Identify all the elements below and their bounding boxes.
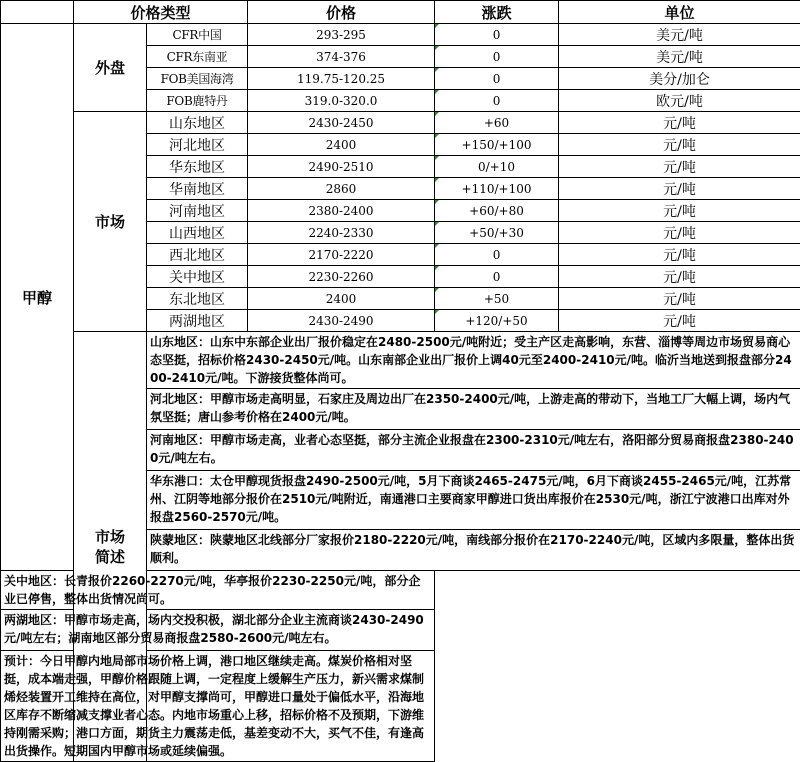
group-market: 市场 — [74, 112, 147, 332]
header-price: 价格 — [248, 1, 435, 24]
row-unit: 元/吨 — [559, 178, 800, 200]
row-unit: 元/吨 — [559, 156, 800, 178]
row-unit: 元/吨 — [559, 134, 800, 156]
row-name: 河南地区 — [147, 200, 248, 222]
row-unit: 美元/吨 — [559, 46, 800, 68]
note-lianghu: 两湖地区：甲醇市场走高，场内交投积极，湖北部分企业主流商谈2430-2490元/吨左右；湖南地区部分贸易商报盘2580-2600元/吨左右。 — [1, 610, 435, 651]
row-change: 0 — [435, 24, 559, 46]
note-henan: 河南地区：甲醇市场走高，业者心态坚挺，部分主流企业报盘在2300-2310元/吨左右，洛阳部分贸易商报盘2380-2400元/吨左右。 — [147, 430, 800, 471]
note-east-china-port: 华东港口：太仓甲醇现货报盘2490-2500元/吨，5月下商谈2465-2475元/吨，6月下商谈2455-2465元/吨，江苏常州、江阴等地部分报价在2510元/吨附近，南通港口主要商家甲醇进口货出库报价在2530元/吨，浙江宁波港口出库对外报盘2560-2570元/吨。 — [147, 471, 800, 530]
note-guanzhong: 关中地区：长青报价2260-2270元/吨，华亭报价2230-2250元/吨，部分企业已停售，整体出货情况尚可。 — [1, 571, 435, 610]
row-name: 河北地区 — [147, 134, 248, 156]
row-name: 华东地区 — [147, 156, 248, 178]
row-name: 东北地区 — [147, 288, 248, 310]
note-row — [1, 571, 800, 610]
row-change: +110/+100 — [435, 178, 559, 200]
row-unit: 元/吨 — [559, 244, 800, 266]
row-name: 西北地区 — [147, 244, 248, 266]
note-row — [1, 651, 800, 762]
row-name: 山西地区 — [147, 222, 248, 244]
row-price: 2430-2490 — [248, 310, 435, 332]
header-corner — [1, 1, 74, 24]
row-price: 374-376 — [248, 46, 435, 68]
row-unit: 元/吨 — [559, 266, 800, 288]
header-type: 价格类型 — [74, 1, 248, 24]
row-price: 2430-2450 — [248, 112, 435, 134]
row-unit: 元/吨 — [559, 222, 800, 244]
row-name: 两湖地区 — [147, 310, 248, 332]
group-summary-line1: 市场 — [74, 527, 146, 547]
row-change: 0/+10 — [435, 156, 559, 178]
row-price: 2400 — [248, 288, 435, 310]
row-change: +60/+80 — [435, 200, 559, 222]
note-forecast: 预计：今日甲醇内地局部市场价格上调，港口地区继续走高。煤炭价格相对坚挺，成本端走强，甲醇价格跟随上调，一定程度上缓解生产压力，新兴需求煤制烯烃装置开工维持在高位，对甲醇支撑尚可，甲醇进口量处于偏低水平，沿海地区库存不断缩减支撑业者心态。内地市场重心上移，招标价格不及预期，下游维持刚需采购；港口方面，期货主力震荡走低，基差变动不大，买气不佳，有逢高出货操作。短期国内甲醇市场或延续偏强。 — [1, 651, 435, 762]
row-price: 2240-2330 — [248, 222, 435, 244]
note-shandong: 山东地区：山东中东部企业出厂报价稳定在2480-2500元/吨附近；受主产区走高影响，东营、淄博等周边市场贸易商心态坚挺，招标价格2430-2450元/吨。山东南部企业出厂报价上调40元至2400-2410元/吨。临沂当地送到报盘部分2400-2410元/吨。下游接货整体尚可。 — [147, 332, 800, 389]
row-change: 0 — [435, 46, 559, 68]
row-change: 0 — [435, 68, 559, 90]
row-name: FOB鹿特丹 — [147, 90, 248, 112]
table-row — [1, 24, 800, 46]
row-price: 2230-2260 — [248, 266, 435, 288]
row-change: 0 — [435, 244, 559, 266]
row-unit: 美分/加仑 — [559, 68, 800, 90]
note-row — [1, 610, 800, 651]
row-name: 山东地区 — [147, 112, 248, 134]
header-change: 涨跌 — [435, 1, 559, 24]
category-cell: 甲醇 — [1, 24, 74, 571]
row-change: 0 — [435, 266, 559, 288]
note-row — [1, 332, 800, 389]
row-change: +120/+50 — [435, 310, 559, 332]
row-name: CFR东南亚 — [147, 46, 248, 68]
row-unit: 元/吨 — [559, 200, 800, 222]
header-row — [1, 1, 800, 24]
row-change: +50 — [435, 288, 559, 310]
row-price: 2490-2510 — [248, 156, 435, 178]
row-price: 119.75-120.25 — [248, 68, 435, 90]
group-outer: 外盘 — [74, 24, 147, 112]
row-name: 关中地区 — [147, 266, 248, 288]
row-unit: 元/吨 — [559, 310, 800, 332]
row-unit: 欧元/吨 — [559, 90, 800, 112]
row-change: +60 — [435, 112, 559, 134]
row-change: 0 — [435, 90, 559, 112]
note-shaanxi-inner-mongolia: 陕蒙地区：陕蒙地区北线部分厂家报价2180-2220元/吨，南线部分报价在2170-2240元/吨，区域内多限量，整体出货顺利。 — [147, 530, 800, 571]
row-unit: 元/吨 — [559, 288, 800, 310]
row-price: 2400 — [248, 134, 435, 156]
row-change: +150/+100 — [435, 134, 559, 156]
row-price: 293-295 — [248, 24, 435, 46]
header-unit: 单位 — [559, 1, 800, 24]
row-name: FOB美国海湾 — [147, 68, 248, 90]
group-summary-line2: 简述 — [74, 547, 146, 567]
row-price: 319.0-320.0 — [248, 90, 435, 112]
row-unit: 元/吨 — [559, 112, 800, 134]
note-hebei: 河北地区：甲醇市场走高明显，石家庄及周边出厂在2350-2400元/吨，上游走高的带动下，当地工厂大幅上调，场内气氛坚挺；唐山参考价格在2400元/吨。 — [147, 389, 800, 430]
table-row — [1, 112, 800, 134]
row-change: +50/+30 — [435, 222, 559, 244]
row-unit: 美元/吨 — [559, 24, 800, 46]
row-price: 2860 — [248, 178, 435, 200]
row-name: 华南地区 — [147, 178, 248, 200]
row-price: 2170-2220 — [248, 244, 435, 266]
row-price: 2380-2400 — [248, 200, 435, 222]
row-name: CFR中国 — [147, 24, 248, 46]
